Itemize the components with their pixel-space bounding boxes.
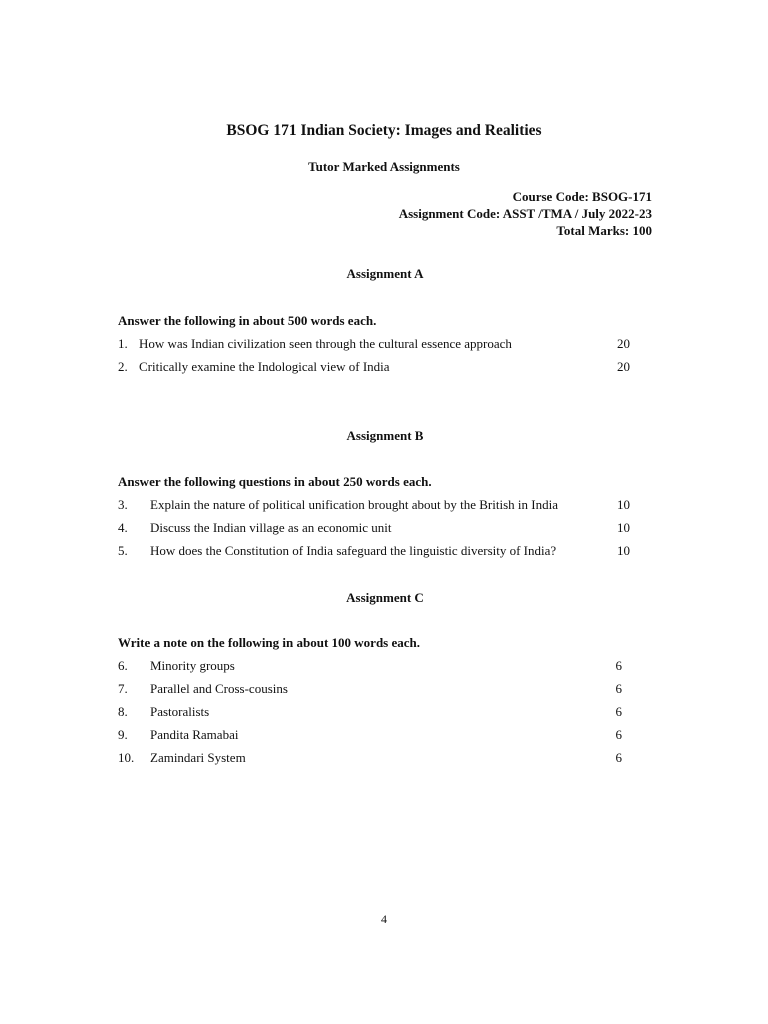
question-text: How does the Constitution of India safeguard the linguistic diversity of India?	[150, 543, 557, 558]
question-text: Zamindari System	[150, 750, 246, 765]
question-text: Minority groups	[150, 658, 235, 673]
question-marks: 10	[617, 543, 630, 558]
question-marks: 6	[615, 704, 622, 719]
question-marks: 20	[617, 336, 630, 351]
assignment-a-instruction: Answer the following in about 500 words each.	[118, 313, 377, 328]
question-number: 5.	[118, 543, 128, 558]
question-row	[118, 658, 638, 676]
assignment-b-instruction: Answer the following questions in about 250 words each.	[118, 474, 432, 489]
question-marks: 6	[615, 727, 622, 742]
question-row	[118, 704, 638, 722]
total-marks: Total Marks: 100	[556, 223, 652, 238]
question-marks: 6	[615, 658, 622, 673]
document-subtitle: Tutor Marked Assignments	[308, 159, 460, 174]
assignment-c-heading: Assignment C	[346, 590, 424, 605]
question-row	[118, 681, 638, 699]
question-marks: 10	[617, 497, 630, 512]
question-text: Critically examine the Indological view of India	[139, 359, 390, 374]
question-text: Parallel and Cross-cousins	[150, 681, 288, 696]
question-text: Pastoralists	[150, 704, 210, 719]
question-number: 2.	[118, 359, 128, 374]
question-marks: 6	[615, 750, 622, 765]
assignment-code: Assignment Code: ASST /TMA / July 2022-23	[398, 206, 652, 221]
page-number: 4	[381, 912, 387, 926]
question-number: 3.	[118, 497, 128, 512]
question-row	[118, 497, 638, 515]
question-number: 1.	[118, 336, 128, 351]
document-title: BSOG 171 Indian Society: Images and Realities	[226, 122, 542, 139]
question-row	[118, 520, 638, 538]
question-number: 10.	[118, 750, 135, 765]
question-number: 6.	[118, 658, 128, 673]
question-marks: 20	[617, 359, 630, 374]
question-number: 4.	[118, 520, 128, 535]
question-text: Discuss the Indian village as an economic unit	[150, 520, 392, 535]
question-row	[118, 543, 638, 561]
question-number: 8.	[118, 704, 128, 719]
assignment-c-instruction: Write a note on the following in about 100 words each.	[118, 635, 421, 650]
question-text: Pandita Ramabai	[150, 727, 239, 742]
assignment-a-heading: Assignment A	[346, 266, 424, 281]
question-number: 7.	[118, 681, 128, 696]
course-info-block	[399, 188, 652, 239]
assignment-b-heading: Assignment B	[346, 428, 424, 443]
question-row	[118, 336, 638, 354]
question-row	[118, 750, 638, 768]
question-text: How was Indian civilization seen through the cultural essence approach	[139, 336, 512, 351]
question-number: 9.	[118, 727, 128, 742]
question-text: Explain the nature of political unification brought about by the British in India	[150, 497, 558, 512]
question-marks: 6	[615, 681, 622, 696]
course-code: Course Code: BSOG-171	[512, 189, 652, 204]
question-row	[118, 359, 638, 377]
question-row	[118, 727, 638, 745]
question-marks: 10	[617, 520, 630, 535]
